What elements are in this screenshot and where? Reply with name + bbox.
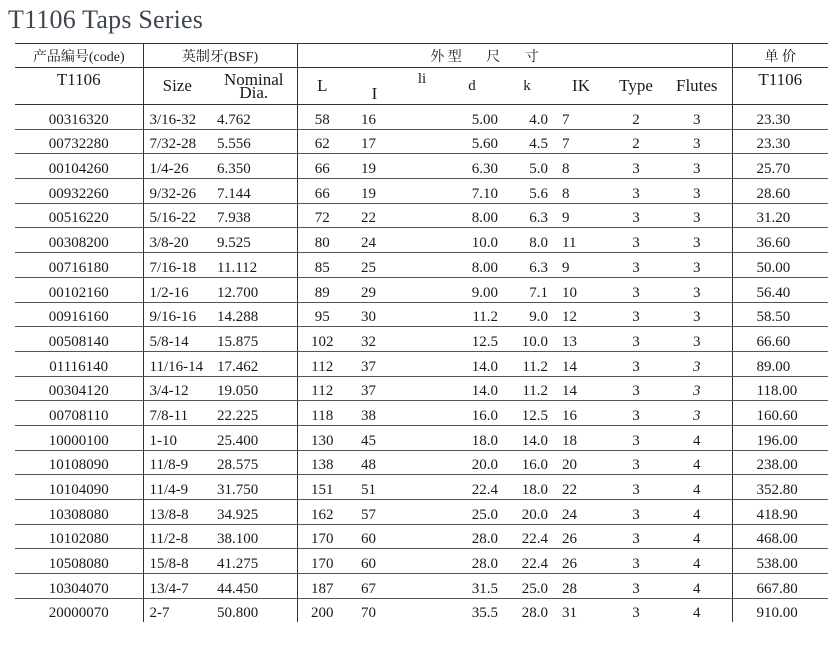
nominal-dia-cell: 7.938 [211,203,297,228]
size-cell: 11/16-14 [143,351,211,376]
nominal-dia-cell: 31.750 [211,475,297,500]
L-cell: 80 [297,228,347,253]
code-cell: 10508080 [15,549,143,574]
ik-cell: 20 [552,450,610,475]
ik-cell: 14 [552,351,610,376]
table-row [15,351,828,376]
d-cell: 31.5 [442,574,502,599]
I-cell: 70 [361,605,377,622]
d-cell: 18.0 [442,425,502,450]
code-cell: 00508140 [15,327,143,352]
size-cell: 15/8-8 [143,549,211,574]
table-row [15,598,828,622]
bsf-header: 英制牙(BSF) [143,44,297,68]
code-cell: 10104090 [15,475,143,500]
table-row [15,277,828,302]
L-column-header: L [297,68,347,105]
I-cell: 57 [347,500,402,525]
ik-cell: 28 [552,574,610,599]
flutes-cell: 4 [662,450,732,475]
size-cell: 13/4-7 [143,574,211,599]
I-cell: 17 [347,129,402,154]
ik-cell: 26 [552,549,610,574]
price-cell: 196.00 [732,425,828,450]
price-cell: 58.50 [732,302,828,327]
ik-cell: 18 [552,425,610,450]
price-cell: 667.80 [732,574,828,599]
flutes-cell: 3 [662,253,732,278]
type-cell: 3 [610,351,662,376]
ik-cell: 12 [552,302,610,327]
ik-cell: 7 [552,105,610,130]
k-cell: 5.6 [502,179,552,204]
table-row [15,500,828,525]
type-cell: 3 [632,605,640,622]
k-cell: 18.0 [502,475,552,500]
size-cell: 2-7 [143,598,211,622]
li-cell [402,598,442,622]
L-cell: 170 [297,524,347,549]
type-column-header: Type [610,68,662,105]
k-cell: 7.1 [502,277,552,302]
table-body [15,105,828,623]
li-cell [402,228,442,253]
size-cell: 1-10 [143,425,211,450]
ik-cell: 22 [552,475,610,500]
type-cell: 3 [610,253,662,278]
price-cell: 28.60 [732,179,828,204]
table-row [15,253,828,278]
k-cell: 11.2 [502,376,552,401]
ik-cell: 24 [552,500,610,525]
ik-cell: 26 [552,524,610,549]
ik-cell: 9 [552,203,610,228]
d-cell: 7.10 [442,179,502,204]
d-cell: 11.2 [442,302,502,327]
I-cell: 19 [347,179,402,204]
nominal-dia-cell: 25.400 [211,425,297,450]
nominal-dia-cell: 7.144 [211,179,297,204]
L-cell: 66 [297,179,347,204]
size-cell: 7/16-18 [143,253,211,278]
k-cell: 28.0 [521,605,549,622]
I-cell: 67 [347,574,402,599]
code-cell: 10102080 [15,524,143,549]
flutes-cell: 3 [662,203,732,228]
code-cell: 00716180 [15,253,143,278]
flutes-cell: 3 [662,179,732,204]
L-cell: 112 [297,351,347,376]
flutes-cell: 4 [662,524,732,549]
d-cell: 14.0 [442,351,502,376]
code-cell: 10304070 [15,574,143,599]
I-column-header: I [347,68,402,105]
k-cell: 10.0 [502,327,552,352]
L-cell: 200 [297,598,347,622]
L-cell: 112 [297,376,347,401]
L-cell: 58 [297,105,347,130]
nominal-dia-cell: 6.350 [211,154,297,179]
d-cell: 10.0 [442,228,502,253]
nominal-dia-cell: 28.575 [211,450,297,475]
k-column-header: k [502,68,552,105]
type-cell: 3 [610,425,662,450]
code-cell: 10308080 [15,500,143,525]
code-cell: 01116140 [15,351,143,376]
flutes-cell: 4 [662,425,732,450]
li-cell [402,351,442,376]
code-header: 产品编号(code) [15,44,143,68]
flutes-cell: 4 [662,574,732,599]
k-cell: 6.3 [502,253,552,278]
I-cell: 37 [347,376,402,401]
d-cell: 6.30 [442,154,502,179]
table-row [15,425,828,450]
k-cell: 14.0 [502,425,552,450]
k-cell: 8.0 [502,228,552,253]
size-column-header: Size [143,68,211,105]
type-cell: 3 [610,500,662,525]
size-cell: 11/8-9 [143,450,211,475]
I-cell: 16 [347,105,402,130]
I-cell: 25 [347,253,402,278]
code-cell: 00304120 [15,376,143,401]
code-cell: 00932260 [15,179,143,204]
ik-column-header: IK [552,68,610,105]
d-cell: 25.0 [442,500,502,525]
size-cell: 13/8-8 [143,500,211,525]
k-cell: 16.0 [502,450,552,475]
flutes-cell: 3 [662,154,732,179]
size-cell: 7/8-11 [143,401,211,426]
flutes-column-header: Flutes [662,68,732,105]
d-cell: 5.60 [442,129,502,154]
flutes-cell: 3 [662,401,732,426]
L-cell: 162 [297,500,347,525]
taps-table [15,43,828,622]
price-cell: 66.60 [732,327,828,352]
k-cell: 4.0 [502,105,552,130]
L-cell: 170 [297,549,347,574]
table-row [15,524,828,549]
L-cell: 138 [297,450,347,475]
flutes-cell: 3 [662,351,732,376]
li-cell [402,179,442,204]
L-cell: 89 [297,277,347,302]
k-cell: 25.0 [502,574,552,599]
nominal-dia-cell: 4.762 [211,105,297,130]
I-cell: 24 [347,228,402,253]
price-cell: 23.30 [732,129,828,154]
type-cell: 3 [610,574,662,599]
table-row [15,105,828,130]
li-cell [402,574,442,599]
li-cell [402,425,442,450]
nominal-dia-cell: 50.800 [217,605,259,622]
flutes-cell: 4 [662,475,732,500]
nominal-dia-cell: 11.112 [211,253,297,278]
li-cell [402,450,442,475]
price-cell: 118.00 [732,376,828,401]
k-cell: 4.5 [502,129,552,154]
size-cell: 3/4-12 [143,376,211,401]
price-cell: 31.20 [732,203,828,228]
I-cell: 38 [347,401,402,426]
I-cell: 29 [347,277,402,302]
L-cell: 95 [297,302,347,327]
type-cell: 2 [610,105,662,130]
type-cell: 3 [610,228,662,253]
table-row [15,179,828,204]
size-cell: 3/16-32 [143,105,211,130]
k-cell: 6.3 [502,203,552,228]
k-cell: 22.4 [502,549,552,574]
ik-cell: 8 [552,179,610,204]
table-row [15,376,828,401]
flutes-cell: 4 [693,605,701,622]
I-cell: 37 [347,351,402,376]
size-cell: 9/16-16 [143,302,211,327]
flutes-cell: 4 [662,500,732,525]
size-cell: 7/32-28 [143,129,211,154]
I-cell: 19 [347,154,402,179]
header-group-row [15,44,828,68]
flutes-cell: 3 [662,302,732,327]
type-cell: 2 [610,129,662,154]
ik-cell: 9 [552,253,610,278]
table-row [15,302,828,327]
table-row [15,401,828,426]
type-cell: 3 [610,549,662,574]
d-cell: 5.00 [442,105,502,130]
li-cell [402,475,442,500]
nominal-dia-cell: 12.700 [211,277,297,302]
price-cell: 56.40 [732,277,828,302]
nominal-dia-cell: 14.288 [211,302,297,327]
I-cell: 60 [347,524,402,549]
code-cell: 00308200 [15,228,143,253]
price-cell: 89.00 [732,351,828,376]
table-row [15,203,828,228]
I-cell: 48 [347,450,402,475]
d-cell: 9.00 [442,277,502,302]
k-cell: 12.5 [502,401,552,426]
code-cell: 00732280 [15,129,143,154]
d-cell: 28.0 [442,549,502,574]
L-cell: 72 [297,203,347,228]
type-cell: 3 [610,475,662,500]
d-cell: 8.00 [442,203,502,228]
price-cell: 538.00 [732,549,828,574]
li-cell [402,129,442,154]
type-cell: 3 [610,450,662,475]
flutes-cell: 3 [662,277,732,302]
nominal-dia-cell: 41.275 [211,549,297,574]
table-row [15,549,828,574]
ik-cell: 31 [562,605,578,622]
price-cell: 25.70 [732,154,828,179]
price-cell: 418.90 [732,500,828,525]
nominal-dia-cell: 34.925 [211,500,297,525]
li-cell [402,154,442,179]
flutes-cell: 3 [662,327,732,352]
price-header: 单 价 [732,44,828,68]
flutes-cell: 3 [662,376,732,401]
nominal-dia-cell: 9.525 [211,228,297,253]
size-cell: 9/32-26 [143,179,211,204]
L-cell: 151 [297,475,347,500]
k-cell: 5.0 [502,154,552,179]
k-cell: 11.2 [502,351,552,376]
L-cell: 62 [297,129,347,154]
li-cell [402,376,442,401]
ik-cell: 10 [552,277,610,302]
d-cell: 22.4 [442,475,502,500]
ik-cell: 7 [552,129,610,154]
d-cell: 28.0 [442,524,502,549]
li-column-header: li [402,68,442,105]
ik-cell: 13 [552,327,610,352]
table-row [15,450,828,475]
li-cell [402,327,442,352]
d-cell: 16.0 [442,401,502,426]
code-cell: 20000070 [48,605,109,622]
L-cell: 85 [297,253,347,278]
li-cell [402,277,442,302]
table-row [15,475,828,500]
type-cell: 3 [610,401,662,426]
ik-cell: 8 [552,154,610,179]
table-row [15,574,828,599]
page-title: T1106 Taps Series [8,5,204,34]
li-cell [402,500,442,525]
I-cell: 22 [347,203,402,228]
nominal-dia-cell: 17.462 [211,351,297,376]
li-cell [402,253,442,278]
L-cell: 118 [297,401,347,426]
table-row [15,327,828,352]
I-cell: 51 [347,475,402,500]
k-cell: 9.0 [502,302,552,327]
li-cell [402,105,442,130]
table-row [15,154,828,179]
type-cell: 3 [610,302,662,327]
nominal-dia-cell: 38.100 [211,524,297,549]
price-cell: 23.30 [732,105,828,130]
table-row [15,228,828,253]
I-cell: 30 [347,302,402,327]
type-cell: 3 [610,277,662,302]
code-cell: 10000100 [15,425,143,450]
L-cell: 130 [297,425,347,450]
size-cell: 1/4-26 [143,154,211,179]
price-subheader: T1106 [732,68,828,105]
nominal-dia-cell: 5.556 [211,129,297,154]
I-cell: 60 [347,549,402,574]
I-cell: 45 [347,425,402,450]
li-cell [402,549,442,574]
d-cell: 20.0 [442,450,502,475]
nominal-dia-cell: 22.225 [211,401,297,426]
d-cell: 35.5 [471,605,499,622]
code-subheader: T1106 [15,68,143,105]
price-cell: 910.00 [732,598,828,622]
size-cell: 11/2-8 [143,524,211,549]
nominal-dia-cell: 15.875 [211,327,297,352]
li-cell [402,524,442,549]
price-cell: 50.00 [732,253,828,278]
type-cell: 3 [610,154,662,179]
type-cell: 3 [610,327,662,352]
code-cell: 00102160 [15,277,143,302]
size-cell: 3/8-20 [143,228,211,253]
size-cell: 1/2-16 [143,277,211,302]
L-cell: 102 [297,327,347,352]
code-cell: 10108090 [15,450,143,475]
table-row [15,129,828,154]
nominal-dia-cell: 44.450 [211,574,297,599]
ik-cell: 14 [552,376,610,401]
code-cell: 00104260 [15,154,143,179]
code-cell: 00916160 [15,302,143,327]
type-cell: 3 [610,376,662,401]
ik-cell: 16 [552,401,610,426]
I-cell: 32 [347,327,402,352]
type-cell: 3 [610,524,662,549]
price-cell: 160.60 [732,401,828,426]
price-cell: 36.60 [732,228,828,253]
ik-cell: 11 [552,228,610,253]
price-cell: 238.00 [732,450,828,475]
nominal-dia-column-header: Nominal Dia. [211,68,297,105]
d-column-header: d [442,68,502,105]
price-cell: 468.00 [732,524,828,549]
d-cell: 12.5 [442,327,502,352]
flutes-cell: 3 [662,105,732,130]
size-cell: 5/8-14 [143,327,211,352]
type-cell: 3 [610,179,662,204]
k-cell: 22.4 [502,524,552,549]
size-cell: 11/4-9 [143,475,211,500]
L-cell: 187 [297,574,347,599]
li-cell [402,203,442,228]
code-cell: 00516220 [15,203,143,228]
flutes-cell: 4 [662,549,732,574]
nominal-dia-cell: 19.050 [211,376,297,401]
flutes-cell: 3 [662,129,732,154]
li-cell [402,401,442,426]
li-cell [402,302,442,327]
header-column-row [15,68,828,105]
size-cell: 5/16-22 [143,203,211,228]
price-cell: 352.80 [732,475,828,500]
L-cell: 66 [297,154,347,179]
d-cell: 14.0 [442,376,502,401]
flutes-cell: 3 [662,228,732,253]
d-cell: 8.00 [442,253,502,278]
k-cell: 20.0 [502,500,552,525]
code-cell: 00316320 [15,105,143,130]
code-cell: 00708110 [15,401,143,426]
dimensions-header: 外 型 尺 寸 [297,44,732,68]
type-cell: 3 [610,203,662,228]
